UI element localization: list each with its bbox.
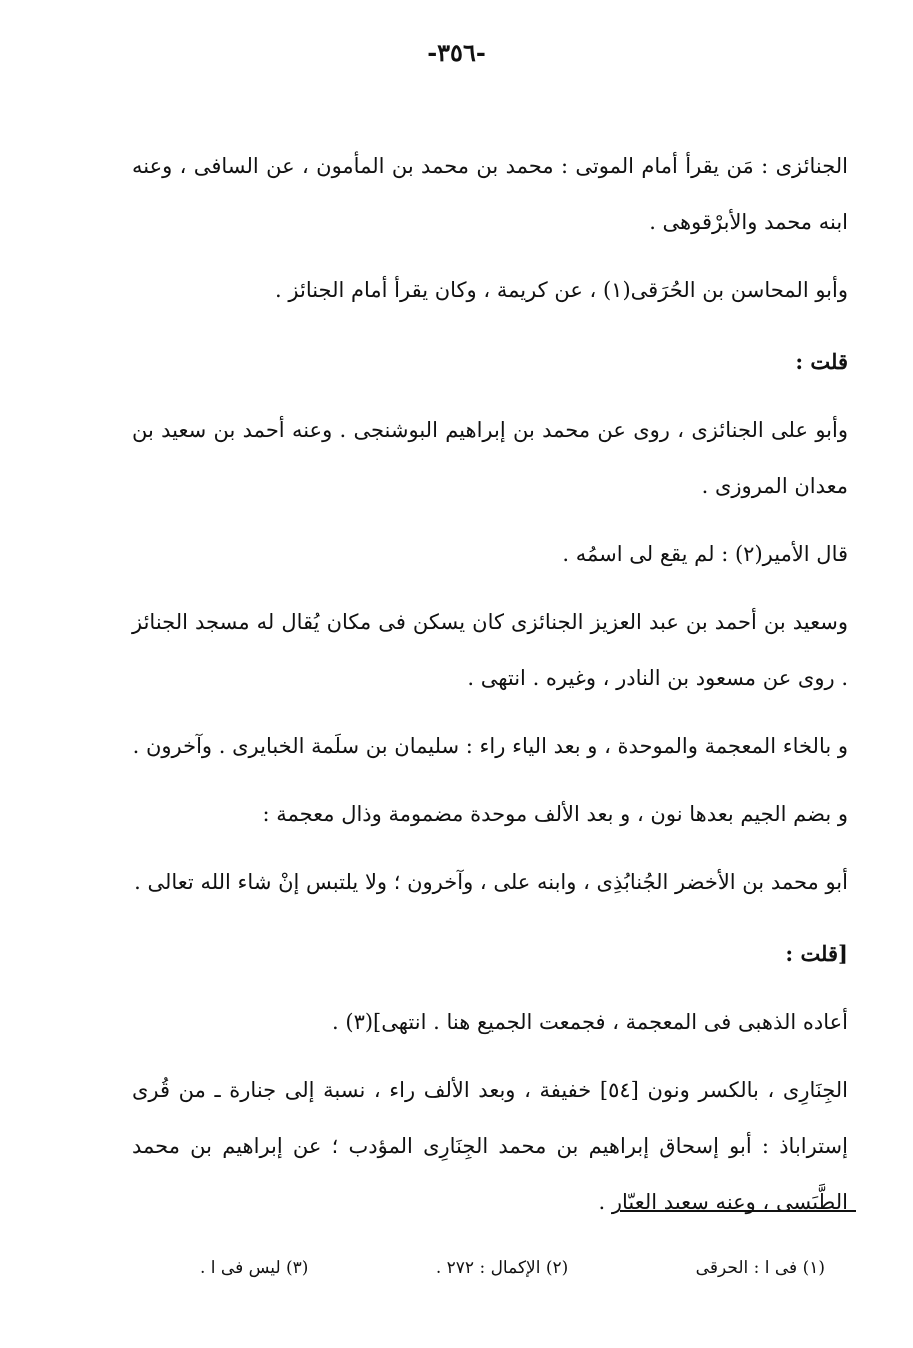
paragraph-junabidhi: أبو محمد بن الأخضر الجُنابُذِى ، وابنه على ، وآخرون ؛ ولا يلتبس إنْ شاء الله تعالى . — [134, 870, 848, 894]
paragraph-khabairi: و بالخاء المعجمة والموحدة ، و بعد الياء راء : سليمان بن سلَمة الخبايرى . وآخرون . — [132, 734, 848, 758]
footnotes — [200, 1258, 825, 1278]
paragraph-qala-alamir: قال الأمير(٢) : لم يقع لى اسمُه . — [562, 542, 848, 566]
footnote-1: (١) فى ا : الحرقى — [695, 1258, 825, 1278]
paragraph-qult: قلت : — [795, 349, 848, 374]
paragraph-abu-almahasin: وأبو المحاسن بن الحُرَقى(١) ، عن كريمة ، وكان يقرأ أمام الجنائز . — [275, 278, 848, 302]
footnote-2: (٢) الإكمال : ٢٧٢ . — [435, 1258, 569, 1278]
paragraph-junabidhi-intro: و بضم الجيم بعدها نون ، و بعد الألف موحدة مضمومة وذال معجمة : — [262, 802, 848, 826]
paragraph-jinari: الجِنَارِى ، بالكسر ونون [٥٤] خفيفة ، وبعد الألف راء ، نسبة إلى جنارة ـ من قُرى إستراباذ : أبو إسحاق إبراهيم بن محمد الجِنَارِى المؤدب ؛ عن إبراهيم بن محمد الطَّبَسى ، وعنه سعيد العيّار . — [132, 1078, 848, 1214]
paragraph-qult-bracket: [قلت : — [785, 941, 848, 966]
main-text — [132, 138, 848, 1242]
paragraph-dhahabi: أعاده الذهبى فى المعجمة ، فجمعت الجميع هنا . انتهى](٣) . — [332, 1010, 848, 1034]
footnote-divider — [620, 1210, 856, 1212]
paragraph-abu-ali: وأبو على الجنائزى ، روى عن محمد بن إبراهيم البوشنجى . وعنه أحمد بن سعيد بن معدان المروزى . — [132, 418, 848, 498]
paragraph-janaizi: الجنائزى : مَن يقرأ أمام الموتى : محمد بن محمد بن المأمون ، عن السافى ، وعنه ابنه محمد والأبرْقوهى . — [132, 154, 848, 234]
paragraph-said: وسعيد بن أحمد بن عبد العزيز الجنائزى كان يسكن فى مكان يُقال له مسجد الجنائز . روى عن مسعود بن النادر ، وغيره . انتهى . — [132, 610, 848, 690]
footnote-3: (٣) ليس فى ا . — [200, 1258, 309, 1278]
page-number: -٣٥٦- — [427, 38, 486, 67]
